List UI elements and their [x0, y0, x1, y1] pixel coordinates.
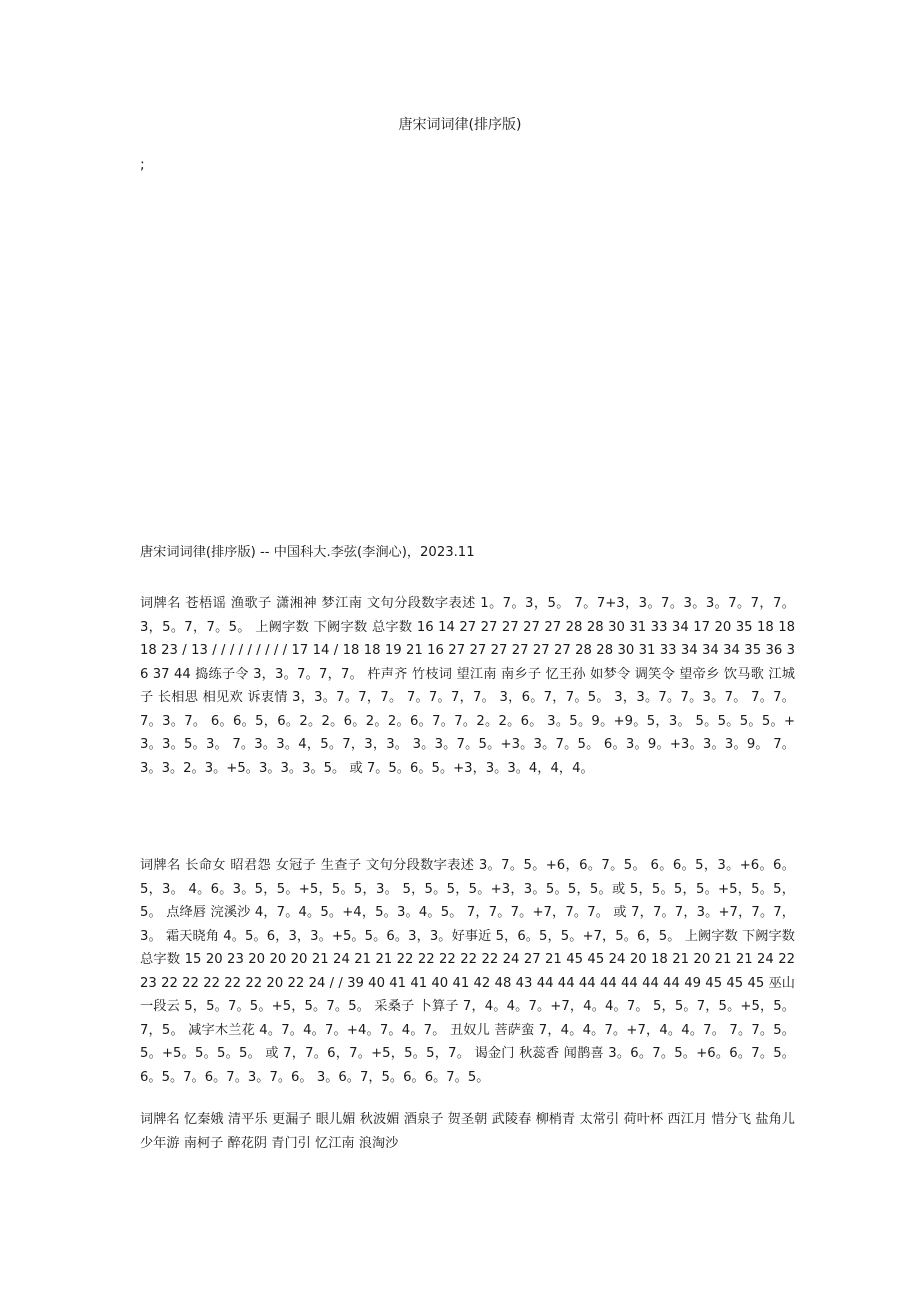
byline: 唐宋词词律(排序版) -- 中国科大.李弦(李涧心)，2023.11: [140, 545, 475, 560]
paragraph-block-2: 词牌名 长命女 昭君怨 女冠子 生查子 文句分段数字表述 3。7。5。+6，6。7。5。 6。6。5，3。+6。6。5，3。 4。6。3。5，5。+5，5。5，3。 5，5。5，5。+3，3。5。5，5。或 5，5。5，5。+5，5。5，5。 点绛唇 浣溪沙 4，7。4。5。+4，5。3。4。5。 7，7。7。+7，7。7。 或 7，7。7，3。+7，7。7，3。 霜天晓角 4。5。6，3，3。+5。5。6。3，3。好事近 5，6。5，5。+7，5。6，5。 上阙字数 下阙字数 总字数 15 20 23 20 20 20 21 24 21 21 22 22 22 22 22 24 27 21 45 45 24 20 18 21 20 21 21 24 22 23 22 22 22 22 22 20 22 24 / / 39 40 41 41 40 41 42 48 43 44 44 44 44 44 44 44 49 45 45 45 巫山一段云 5，5。7。5。+5，5。7。5。 采桑子 卜算子 7，4。4。7。+7，4。4。7。 5，5。7，5。+5，5。7，5。 减字木兰花 4。7。4。7。+4。7。4。7。 丑奴儿 菩萨蛮 7，4。4。7。+7，4。4。7。 7。7。5。5。+5。5。5。5。 或 7，7。6，7。+5，5。5，7。 谒金门 秋蕊香 闻鹊喜 3。6。7。5。+6。6。7。5。 6。5。7。6。7。3。7。6。 3。6。7，5。6。6。7。5。: [140, 858, 795, 1085]
paragraph-block-1: 词牌名 苍梧谣 渔歌子 潇湘神 梦江南 文句分段数字表述 1。7。3，5。 7。7+3，3。7。3。3。7。7，7。 3，5。7，7。5。 上阙字数 下阙字数 总字数 16 14 27 27 27 27 27 28 28 30 31 33 34 17 20 35 18 18 18 23 / 13 / / / / / / / / / 17 14 / 18 18 19 21 16 27 27 27 27 27 27 28 28 30 31 33 34 34 34 35 36 36 37 44 捣练子令 3，3。7。7，7。 杵声齐 竹枝词 望江南 南乡子 忆王孙 如梦令 调笑令 望帝乡 饮马歌 江城子 长相思 相见欢 诉衷情 3，3。7。7，7。 7。7。7，7。 3，6。7，7。5。 3，3。7。7。3。7。 7。7。7。3。7。 6。6。5，6。2。2。6。2。2。6。7。7。2。2。6。 3。5。9。+9。5，3。 5。5。5。5。+3。3。5。3。 7。3。3。4，5。7，3，3。 3。3。7。5。+3。3。7。5。 6。3。9。+3。3。3。9。 7。3。3。2。3。+5。3。3。3。5。 或 7。5。6。5。+3，3。3。4，4，4。: [140, 596, 795, 776]
paragraph-block-3: 词牌名 忆秦娥 清平乐 更漏子 眼儿媚 秋波媚 酒泉子 贺圣朝 武陵春 柳梢青 太常引 荷叶杯 西江月 惜分飞 盐角儿 少年游 南柯子 醉花阴 青门引 忆江南 浪淘沙: [140, 1112, 795, 1151]
document-title: 唐宋词词律(排序版): [398, 117, 522, 133]
stray-semicolon: ;: [140, 157, 145, 173]
